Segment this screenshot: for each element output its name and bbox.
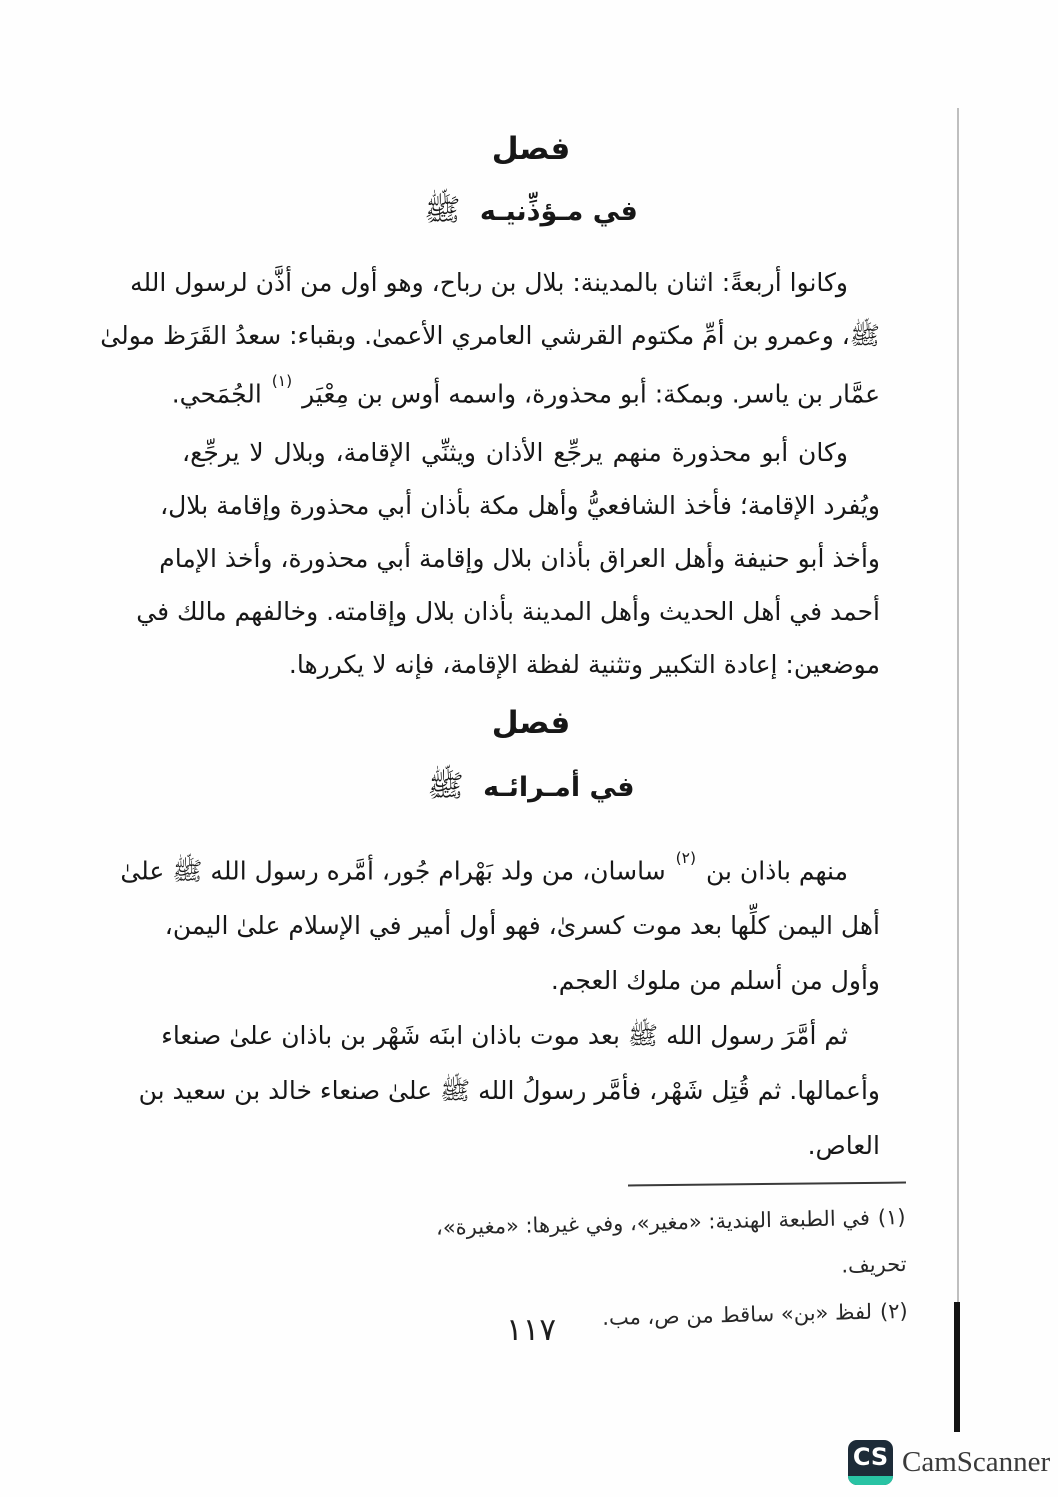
footnote-1 <box>365 1194 907 1300</box>
camscanner-icon-accent <box>848 1476 893 1485</box>
footnote-1-text: في الطبعة الهندية: «مغير»، وفي غيرها: «مغيرة»، تحريف. <box>435 1205 907 1278</box>
text-line: عمَّار بن ياسر. وبمكة: أبو محذورة، واسمه أوس بن مِعْيَر $^{(١)}$ الجُمَحي. <box>171 372 880 409</box>
section-2-heading: فصل <box>491 705 571 741</box>
text-line: أحمد في أهل الحديث وأهل المدينة بأذان بلال وإقامته. وخالفهم مالك في <box>136 597 880 626</box>
text-line: وأول من أسلم من ملوك العجم. <box>550 966 880 996</box>
section-1-heading: فصل <box>491 131 571 167</box>
section-1-subheading <box>182 192 880 235</box>
honorific-symbol: ﷺ <box>427 769 464 804</box>
text-line: وأخذ أبو حنيفة وأهل العراق بأذان بلال وإقامة أبي محذورة، وأخذ الإمام <box>159 544 880 573</box>
text-line: ﷺ، وعمرو بن أمِّ مكتوم القرشي العامري الأعمىٰ. وبقباء: سعدُ القَرَظ مولىٰ <box>100 321 880 350</box>
text-line: وكان أبو محذورة منهم يرجِّع الأذان ويثنِّي الإقامة، وبلال لا يرجِّع، <box>182 438 848 467</box>
scan-edge-line-bold <box>954 1302 960 1432</box>
section-2-subheading <box>182 768 880 811</box>
text-line: وأعمالها. ثم قُتِل شَهْر، فأمَّر رسولُ الله ﷺ علىٰ صنعاء خالد بن سعيد بن <box>138 1076 880 1105</box>
section-1-paragraph-1 <box>100 256 880 420</box>
footnote-1-marker: (١) <box>877 1204 906 1230</box>
camscanner-label: CamScanner <box>902 1445 1051 1478</box>
section-2-subheading-text: في أمـرائـه <box>483 772 635 803</box>
footnote-separator <box>628 1182 906 1187</box>
text-line: ثم أمَّرَ رسول الله ﷺ بعد موت باذان ابنَه شَهْر بن باذان علىٰ صنعاء <box>161 1021 848 1050</box>
text-line: منهم باذان بن $^{(٢)}$ ساسان، من ولد بَهْرام جُور، أمَّره رسول الله ﷺ علىٰ <box>120 849 848 886</box>
section-1-subheading-text: في مـؤذِّنيـه <box>479 196 638 227</box>
text-line: ويُفرد الإقامة؛ فأخذ الشافعيُّ وأهل مكة بأذان أبي محذورة وإقامة بلال، <box>160 491 880 520</box>
section-2-paragraph-2 <box>138 1008 880 1173</box>
page-number: ١١٧ <box>506 1312 556 1348</box>
section-1-paragraph-2 <box>136 426 880 691</box>
text-line: موضعين: إعادة التكبير وتثنية لفظة الإقامة، فإنه لا يكررها. <box>288 650 880 679</box>
section-2-paragraph-1 <box>120 838 880 1008</box>
text-line: وكانوا أربعةً: اثنان بالمدينة: بلال بن رباح، وهو أول من أذَّن لرسول الله <box>130 268 848 297</box>
footnote-2-text: لفظ «بن» ساقط من ص، مب. <box>601 1299 873 1330</box>
text-line: العاص. <box>807 1131 880 1160</box>
footnote-2-marker: (٢) <box>879 1298 908 1324</box>
scan-edge-line <box>957 108 959 1304</box>
camscanner-icon <box>848 1440 893 1485</box>
honorific-symbol: ﷺ <box>424 193 461 228</box>
camscanner-watermark <box>848 1437 1058 1487</box>
text-line: أهل اليمن كلِّها بعد موت كسرىٰ، فهو أول أمير في الإسلام علىٰ اليمن، <box>164 911 880 941</box>
camscanner-icon-label: CS <box>852 1442 889 1471</box>
